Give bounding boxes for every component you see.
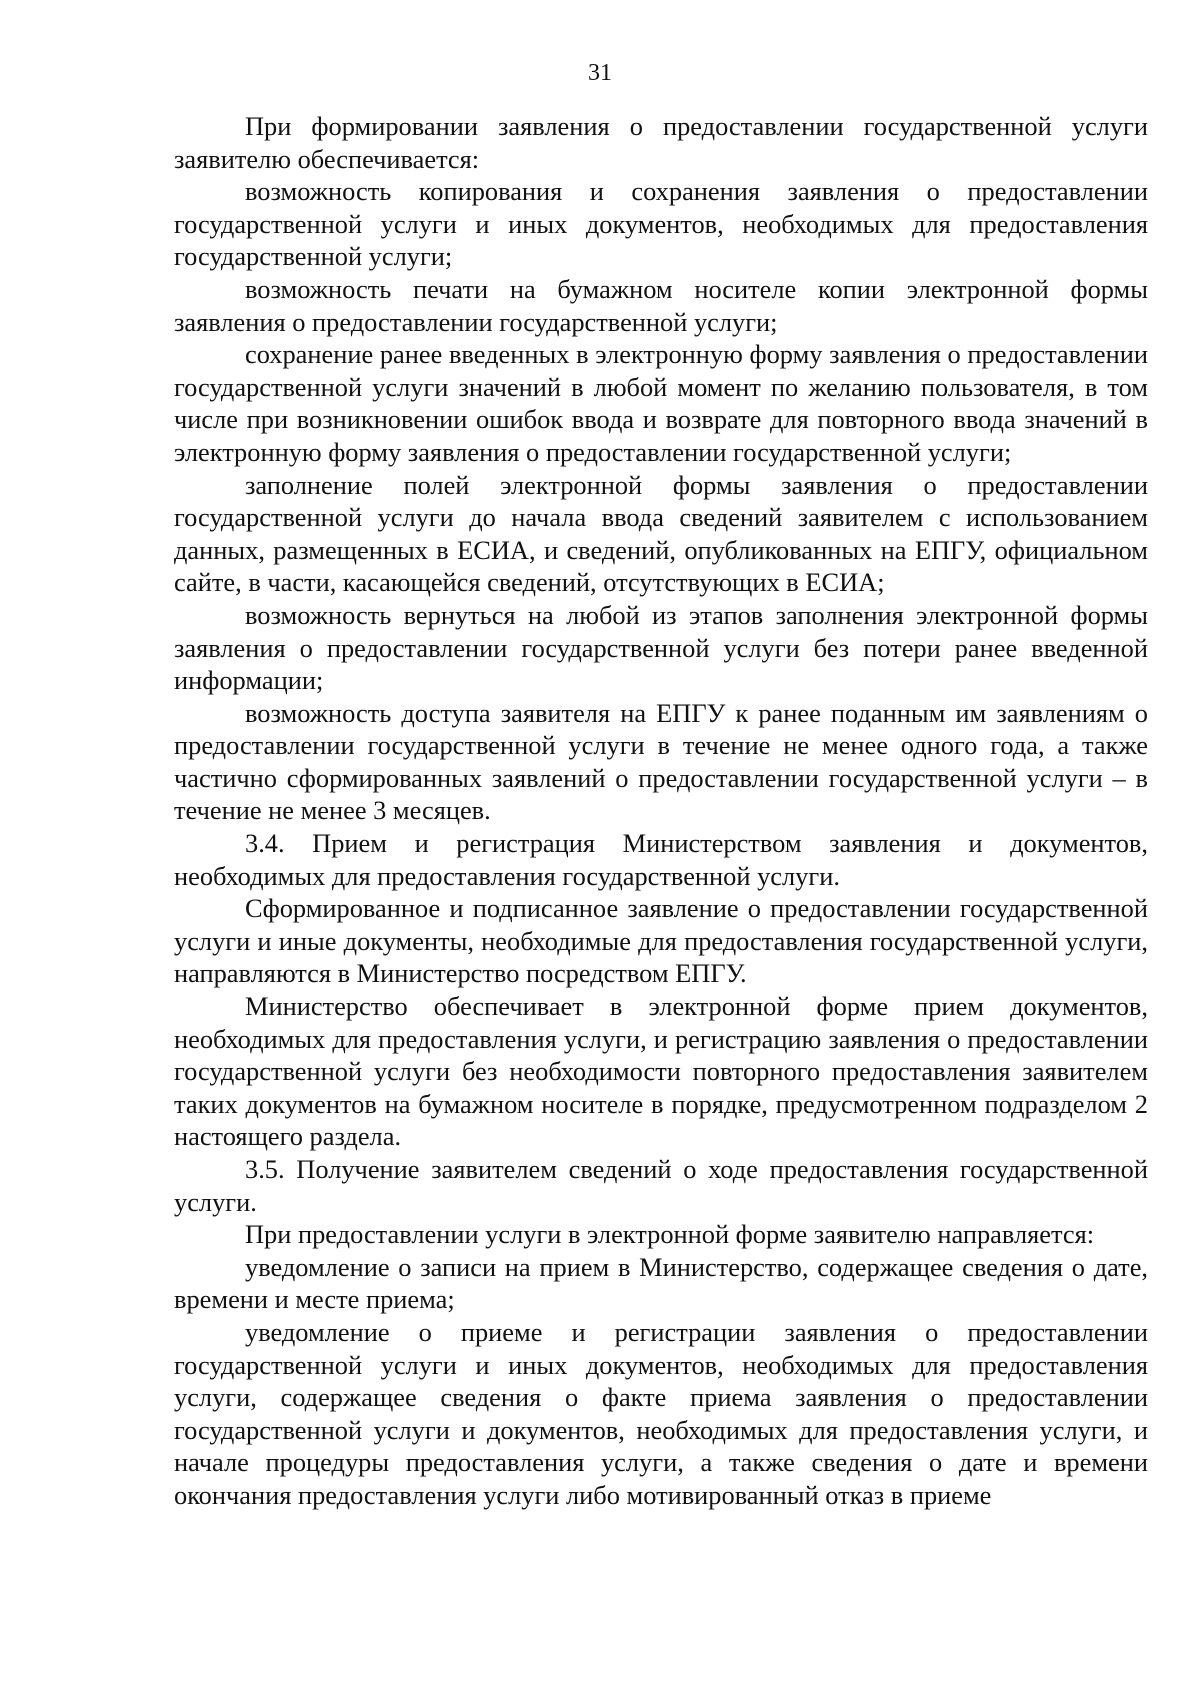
- paragraph: заполнение полей электронной формы заявления о предоставлении государственной услуги до начала ввода сведений заявителем с использованием данных, размещенных в ЕСИА, и сведений, опубликованных на ЕПГУ, официальном сайте, в части, касающейся сведений, отсутствующих в ЕСИА;: [174, 469, 1148, 598]
- section-heading-3-4: 3.4. Прием и регистрация Министерством заявления и документов, необходимых для предоставления государственной услуги.: [174, 828, 1148, 891]
- section-heading-3-5: 3.5. Получение заявителем сведений о ходе предоставления государственной услуги.: [174, 1154, 1148, 1217]
- paragraph: уведомление о записи на прием в Министерство, содержащее сведения о дате, времени и месте приема;: [174, 1251, 1148, 1315]
- paragraph: уведомление о приеме и регистрации заявления о предоставлении государственной услуги и иных документов, необходимых для предоставления услуги, содержащее сведения о факте приема заявления о предоставлении государственной услуги и документов, необходимых для предоставления услуги, и начале процедуры предоставления услуги, а также сведения о дате и времени окончания предоставления услуги либо мотивированный отказ в приеме: [174, 1316, 1148, 1510]
- paragraph: сохранение ранее введенных в электронную форму заявления о предоставлении государственной услуги значений в любой момент по желанию пользователя, в том числе при возникновении ошибок ввода и возврате для повторного ввода значений в электронную форму заявления о предоставлении государственной услуги;: [174, 339, 1148, 467]
- paragraph: При формировании заявления о предоставлении государственной услуги заявителю обеспечивается:: [174, 111, 1148, 174]
- paragraph: возможность вернуться на любой из этапов заполнения электронной формы заявления о предоставлении государственной услуги без потери ранее введенной информации;: [174, 599, 1148, 696]
- paragraph: возможность печати на бумажном носителе копии электронной формы заявления о предоставлении государственной услуги;: [174, 273, 1148, 337]
- page-number: 31: [588, 60, 612, 86]
- paragraph: При предоставлении услуги в электронной форме заявителю направляется:: [245, 1219, 1095, 1250]
- paragraph: возможность доступа заявителя на ЕПГУ к ранее поданным им заявлениям о предоставлении государственной услуги в течение не менее одного года, а также частично сформированных заявлений о предоставлении государственной услуги – в течение не менее 3 месяцев.: [174, 697, 1148, 826]
- document-body: [174, 110, 1148, 1512]
- paragraph: Министерство обеспечивает в электронной форме прием документов, необходимых для предоставления услуги, и регистрацию заявления о предоставлении государственной услуги без необходимости повторного предоставления заявителем таких документов на бумажном носителе в порядке, предусмотренном подразделом 2 настоящего раздела.: [174, 991, 1148, 1152]
- paragraph: возможность копирования и сохранения заявления о предоставлении государственной услуги и иных документов, необходимых для предоставления государственной услуги;: [174, 176, 1148, 272]
- paragraph: Сформированное и подписанное заявление о предоставлении государственной услуги и иные документы, необходимые для предоставления государственной услуги, направляются в Министерство посредством ЕПГУ.: [174, 893, 1148, 989]
